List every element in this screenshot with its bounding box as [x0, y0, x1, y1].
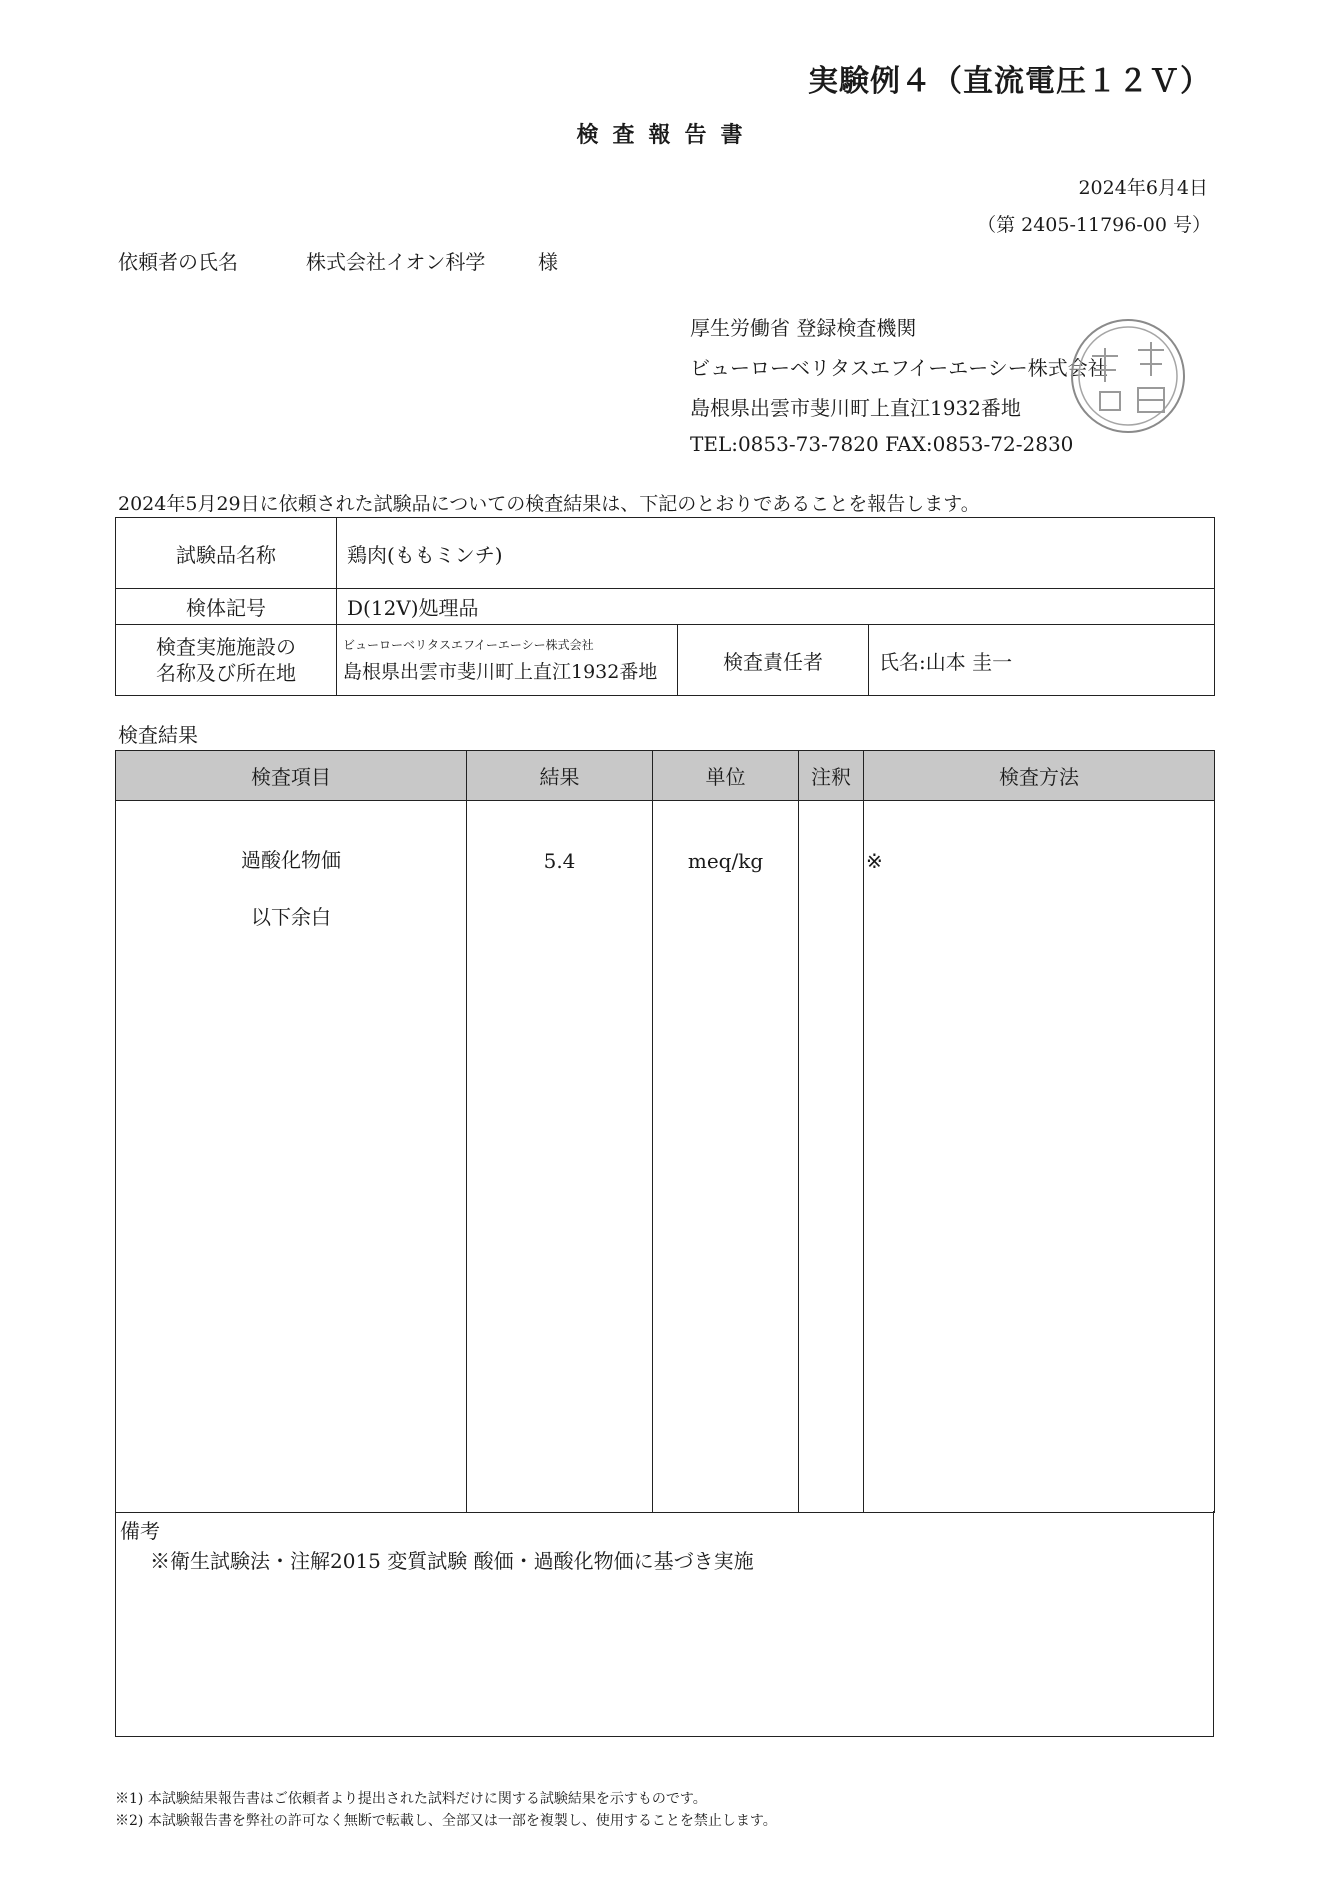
results-table: [115, 750, 1215, 1513]
company-seal-icon: [1060, 312, 1196, 440]
result-item: 過酸化物価: [116, 801, 467, 880]
document-title: 実験例４（直流電圧１２Ｖ）: [808, 64, 1211, 99]
facility-label: [116, 625, 337, 696]
blank-row: [116, 951, 1215, 1513]
issuer-ministry: 厚生労働省 登録検査機関: [690, 316, 917, 340]
result-method: ※: [864, 801, 1215, 880]
inspector-label: 検査責任者: [678, 625, 869, 696]
sample-id-value: D(12V)処理品: [337, 589, 1215, 625]
sample-name-value: 鶏肉(ももミンチ): [337, 518, 1215, 589]
table-row: [116, 879, 1215, 951]
sample-id-label: 検体記号: [116, 589, 337, 625]
client-label: 依頼者の氏名: [118, 250, 238, 274]
facility-label-line-1: 検査実施施設の: [156, 635, 296, 659]
footnote: ※1) 本試験結果報告書はご依頼者より提出された試料だけに関する試験結果を示すものです。: [115, 1791, 707, 1807]
issuer-address: 島根県出雲市斐川町上直江1932番地: [690, 396, 1021, 420]
inspector-name: 氏名:山本 圭一: [869, 625, 1215, 696]
col-header-note: 注釈: [799, 751, 864, 801]
report-date: 2024年6月4日: [1078, 177, 1208, 199]
col-header-result: 結果: [467, 751, 653, 801]
table-row: [116, 801, 1215, 880]
client-honorific: 様: [538, 250, 558, 274]
col-header-item: 検査項目: [116, 751, 467, 801]
col-header-unit: 単位: [653, 751, 799, 801]
result-unit: [653, 879, 799, 951]
issuer-contact: TEL:0853-73-7820 FAX:0853-72-2830: [690, 432, 1074, 456]
result-unit: meq/kg: [653, 801, 799, 880]
client-name: 株式会社イオン科学: [306, 250, 486, 274]
col-header-method: 検査方法: [864, 751, 1215, 801]
result-note: [799, 879, 864, 951]
result-item: 以下余白: [116, 879, 467, 951]
result-value: 5.4: [467, 801, 653, 880]
result-value: [467, 879, 653, 951]
sample-info-table: [115, 517, 1215, 696]
result-note: [799, 801, 864, 880]
report-number: （第 2405-11796-00 号）: [977, 214, 1211, 236]
report-title: 検査報告書: [576, 122, 757, 148]
facility-address: 島根県出雲市斐川町上直江1932番地: [343, 661, 658, 683]
remarks-text: ※衛生試験法・注解2015 変質試験 酸価・過酸化物価に基づき実施: [150, 1549, 754, 1573]
remarks-box: [115, 1511, 1214, 1737]
remarks-label: 備考: [120, 1519, 160, 1543]
facility-name: ビューローベリタスエフイーエーシー株式会社: [343, 638, 594, 652]
facility-label-line-2: 名称及び所在地: [156, 661, 296, 685]
facility-value: [337, 625, 678, 696]
sample-name-label: 試験品名称: [116, 518, 337, 589]
footnote: ※2) 本試験報告書を弊社の許可なく無断で転載し、全部又は一部を複製し、使用することを禁止します。: [115, 1813, 777, 1829]
results-label: 検査結果: [118, 723, 198, 747]
intro-text: 2024年5月29日に依頼された試験品についての検査結果は、下記のとおりであることを報告します。: [118, 493, 980, 515]
result-method: [864, 879, 1215, 951]
issuer-company: ビューローベリタスエフイーエーシー株式会社: [690, 356, 1108, 380]
